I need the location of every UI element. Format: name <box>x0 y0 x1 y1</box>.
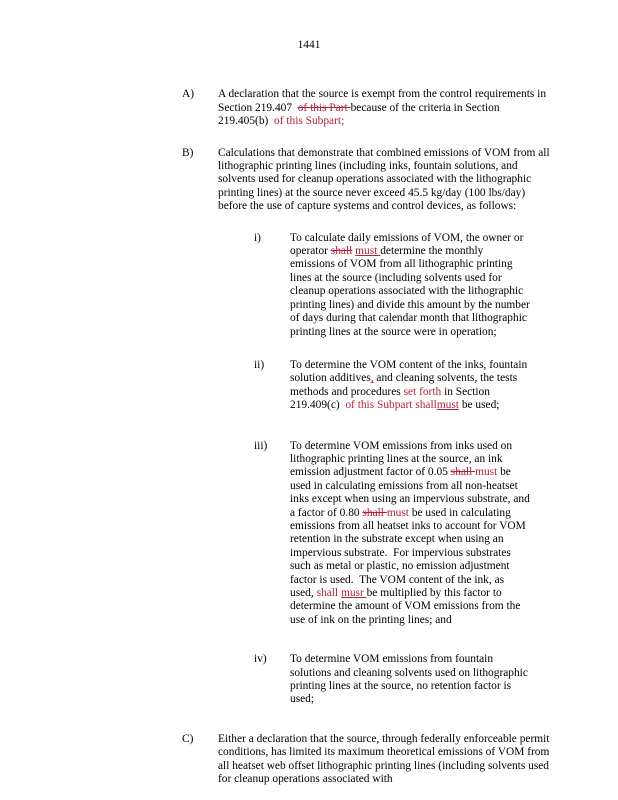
subitem-iii <box>254 440 618 628</box>
page-number: 1441 <box>297 39 321 51</box>
subitem-ii-text: To determine the VOM content of the inks, fountain solution additives, and cleaning solvents, the tests methods and procedures set forth in Section 219.409(c) of this Subpart shallmust be used; <box>290 358 531 412</box>
section-a <box>182 88 618 128</box>
subitem-iv <box>254 653 618 707</box>
subitem-iv-label: iv) <box>254 653 267 666</box>
subitem-ii-label: ii) <box>254 358 265 371</box>
section-c-label: C) <box>182 732 194 745</box>
subitem-ii <box>254 359 618 413</box>
subitem-i-label: i) <box>254 231 261 244</box>
section-b <box>182 147 618 214</box>
section-c <box>182 733 618 787</box>
subitem-i <box>254 232 618 339</box>
section-c-text: Either a declaration that the source, through federally enforceable permit conditions, has limited its maximum theoretical emissions of VOM from all heatset web offset lithographic printing lines (including solvents used for cleanup operations associated with <box>218 732 553 786</box>
section-b-label: B) <box>182 146 194 159</box>
subitem-iii-label: iii) <box>254 439 268 452</box>
subitem-iii-text: To determine VOM emissions from inks used on lithographic printing lines at the source, an ink emission adjustment factor of 0.05 shall must be used in calculating emissions from all non-heatset inks except when using an impervious substrate, and a factor of 0.80 shall must be used in calculating emissions from all heatset inks to account for VOM retention in the substrate except when using an impervious substrate. For impervious substrates such as metal or plastic, no emission adjustment factor is used. The VOM content of the ink, as used, shall musr be multiplied by this factor to determine the amount of VOM emissions from the use of ink on the printing lines; and <box>290 439 533 626</box>
section-a-text: A declaration that the source is exempt from the control requirements in Section 219.407 of this Part because of the criteria in Section 219.405(b) of this Subpart; <box>218 88 549 128</box>
section-a-label: A) <box>182 88 195 101</box>
section-b-text: Calculations that demonstrate that combined emissions of VOM from all lithographic printing lines (including inks, fountain solutions, and solvents used for cleanup operations associated with the lithographic printing lines) at the source never exceed 45.5 kg/day (100 lbs/day) before the use of capture systems and control devices, as follows: <box>218 146 553 213</box>
subitem-iv-text: To determine VOM emissions from fountain solutions and cleaning solvents used on lithographic printing lines at the source, no retention factor is used; <box>290 653 531 706</box>
subitem-i-text: To calculate daily emissions of VOM, the owner or operator shall must determine the monthly emissions of VOM from all lithographic printing lines at the source (including solvents used for cleanup operations associated with the lithographic printing lines) and divide this amount by the number of days during that calendar month that lithographic printing lines at the source were in operation; <box>290 231 533 338</box>
